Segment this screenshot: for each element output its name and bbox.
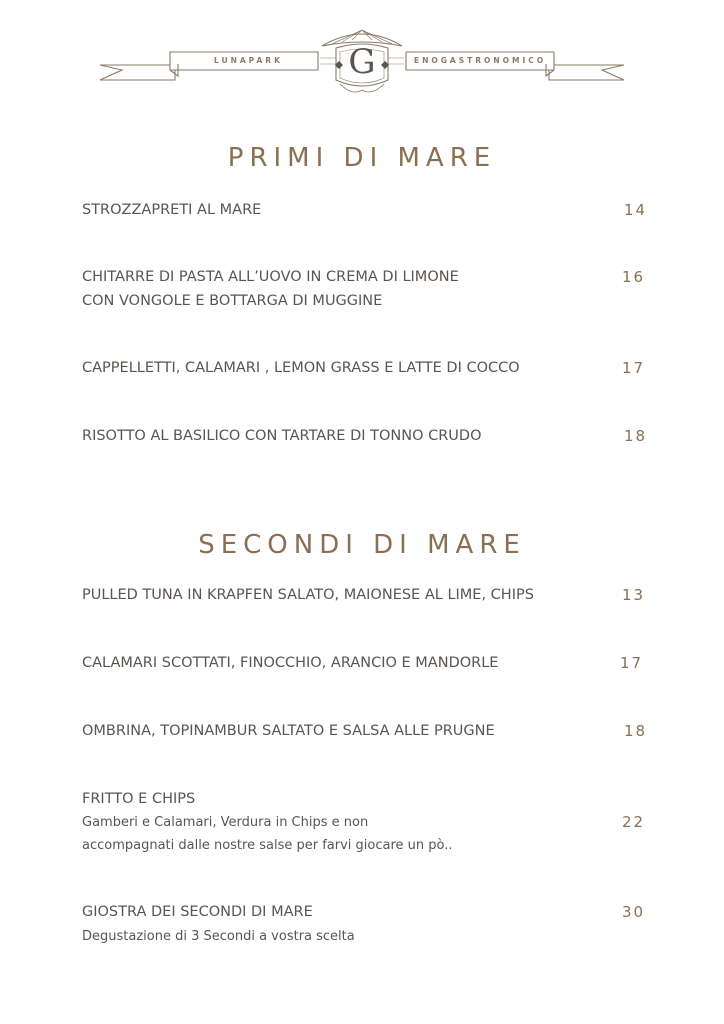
item-description-line-1: Gamberi e Calamari, Verdura in Chips e non xyxy=(82,815,369,830)
section-title-primi: PRIMI DI MARE xyxy=(227,143,497,173)
item-price: 13 xyxy=(622,586,646,604)
item-price: 22 xyxy=(622,813,646,831)
item-price: 17 xyxy=(620,654,644,672)
item-name: FRITTO E CHIPS xyxy=(82,791,196,807)
item-price: 30 xyxy=(622,903,646,921)
item-name-line-2: CON VONGOLE E BOTTARGA DI MUGGINE xyxy=(82,293,383,309)
item-name: OMBRINA, TOPINAMBUR SALTATO E SALSA ALLE PRUGNE xyxy=(82,723,495,739)
logo-monogram: G xyxy=(348,42,376,82)
item-name: GIOSTRA DEI SECONDI DI MARE xyxy=(82,904,313,920)
item-description-line-1: Degustazione di 3 Secondi a vostra scelta xyxy=(82,929,355,944)
item-name: PULLED TUNA IN KRAPFEN SALATO, MAIONESE AL LIME, CHIPS xyxy=(82,587,534,603)
item-price: 16 xyxy=(622,268,646,286)
item-name: STROZZAPRETI AL MARE xyxy=(82,202,262,218)
item-price: 18 xyxy=(624,722,648,740)
item-name-line-1: CHITARRE DI PASTA ALL’UOVO IN CREMA DI LIMONE xyxy=(82,269,459,285)
item-description-line-2: accompagnati dalle nostre salse per farvi giocare un pò.. xyxy=(82,838,453,853)
banner-right-text: ENOGASTRONOMICO xyxy=(414,56,547,65)
item-name: CALAMARI SCOTTATI, FINOCCHIO, ARANCIO E MANDORLE xyxy=(82,655,499,671)
item-price: 14 xyxy=(624,201,648,219)
item-name: CAPPELLETTI, CALAMARI , LEMON GRASS E LATTE DI COCCO xyxy=(82,360,520,376)
item-name: RISOTTO AL BASILICO CON TARTARE DI TONNO CRUDO xyxy=(82,428,482,444)
banner-left-text: LUNAPARK xyxy=(214,56,283,65)
item-price: 18 xyxy=(624,427,648,445)
item-price: 17 xyxy=(622,359,646,377)
restaurant-logo xyxy=(0,0,724,120)
section-title-secondi: SECONDI DI MARE xyxy=(198,530,526,560)
